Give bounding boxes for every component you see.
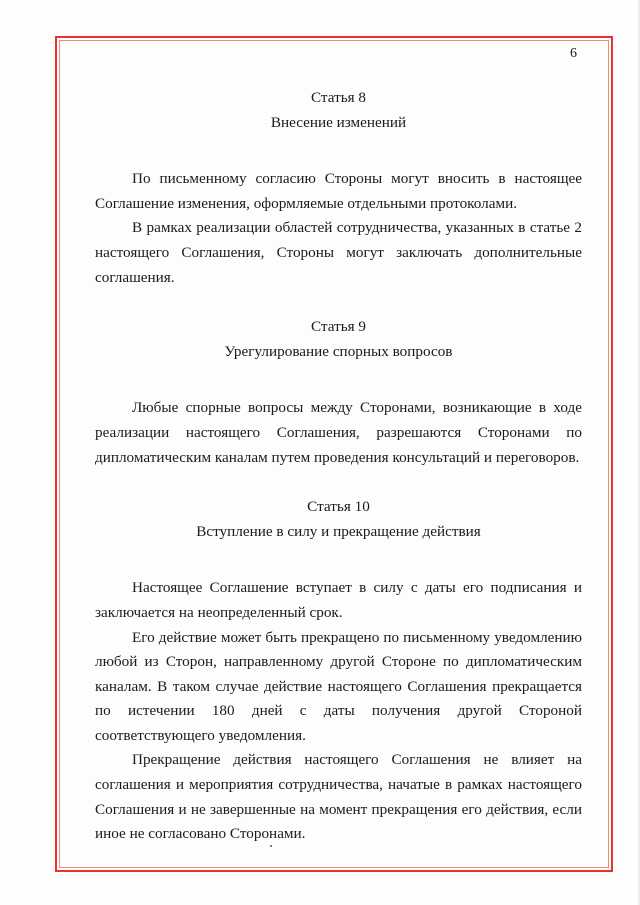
- article-8-paragraph-2: В рамках реализации областей сотрудничества, указанных в статье 2 настоящего Соглашения, Стороны могут заключать дополнительные соглашения.: [95, 219, 582, 286]
- article-9-heading: Статья 9: [310, 318, 367, 336]
- article-10-paragraph-1: Настоящее Соглашение вступает в силу с даты его подписания и заключается на неопределенный срок.: [95, 579, 582, 621]
- article-8-heading: Статья 8: [310, 89, 367, 106]
- article-9-title: Урегулирование спорных вопросов: [224, 342, 453, 360]
- scan-speck: [270, 845, 272, 847]
- article-8-title: Внесение изменений: [270, 113, 407, 131]
- article-10-paragraph-3: Прекращение действия настоящего Соглашения не влияет на соглашения и мероприятия сотрудничества, начатые в рамках настоящего Соглашения и не завершенные на момент прекращения его действия, если иное не согласовано Сторонами.: [95, 751, 582, 843]
- article-9-paragraph-1: Любые спорные вопросы между Сторонами, возникающие в ходе реализации настоящего Соглашения, разрешаются Сторонами по дипломатическим каналам путем проведения консультаций и переговоров.: [95, 399, 582, 466]
- document-body: [95, 86, 582, 847]
- article-10-heading: Статья 10: [307, 498, 370, 516]
- article-10-title: Вступление в силу и прекращение действия: [196, 522, 481, 540]
- page-number: 6: [570, 46, 577, 61]
- article-10-paragraph-2: Его действие может быть прекращено по письменному уведомлению любой из Сторон, направленному другой Стороне по дипломатическим каналам. В таком случае действие настоящего Соглашения прекращается по истечении 180 дней с даты получения другой Стороной соответствующего уведомления.: [95, 628, 582, 744]
- article-8-paragraph-1: По письменному согласию Стороны могут вносить в настоящее Соглашение изменения, оформляемые отдельными протоколами.: [95, 170, 582, 212]
